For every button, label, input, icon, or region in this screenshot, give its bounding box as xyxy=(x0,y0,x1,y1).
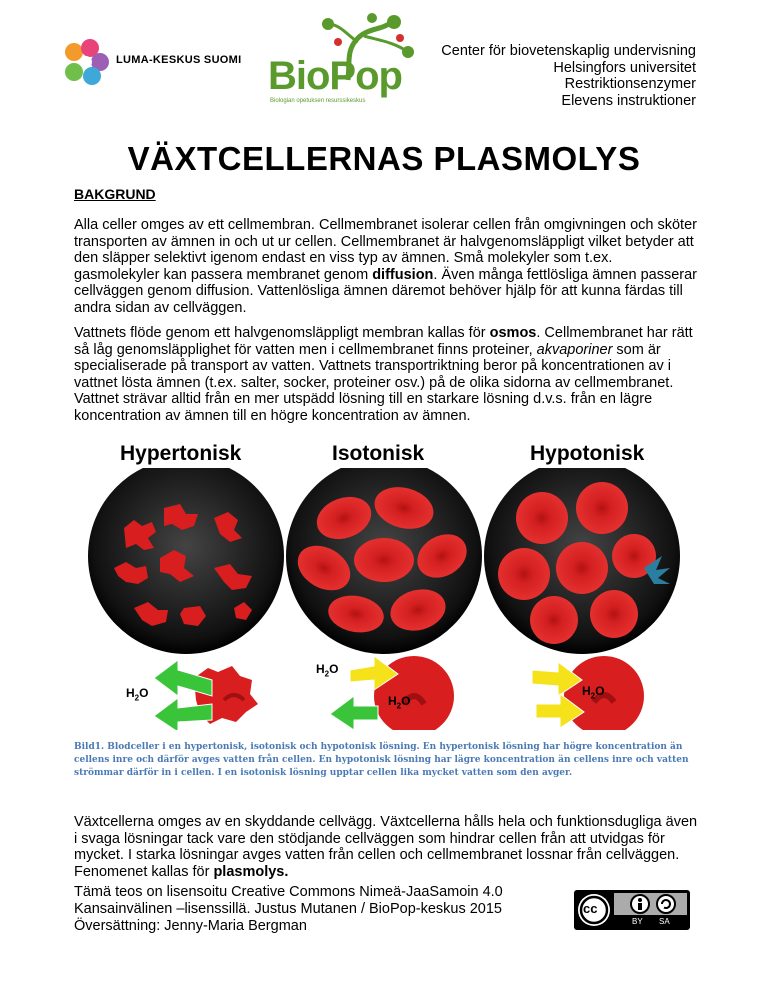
header-info-line: Restriktionsenzymer xyxy=(564,76,696,92)
hypotonic-dish xyxy=(484,468,680,654)
biopop-logo-text: BioPop xyxy=(268,54,402,98)
cc-label: cc xyxy=(583,901,598,916)
header-info-line: Helsingfors universitet xyxy=(553,59,696,76)
sa-label: SA xyxy=(659,917,670,926)
paragraph-1 xyxy=(74,217,698,316)
license-line: Översättning: Jenny-Maria Bergman xyxy=(74,918,307,934)
header-info-line: Elevens instruktioner xyxy=(561,92,696,109)
paragraph-text: Växtcellerna omges av en skyddande cellvägg. Växtcellerna hålls hela och funktionsdugliga även i svaga lösningar tack vare den stödjande cellväggen som hindrar cellen från att utvidgas för mycket. I starka lösningar avges vatten från cellen och cellmembranet lossnar från cellväggen. Fenomenet kallas för xyxy=(74,814,698,880)
license-line: Tämä teos on lisensoitu Creative Commons Nimeä-JaaSamoin 4.0 xyxy=(74,884,503,900)
luma-logo-text: LUMA-KESKUS SUOMI xyxy=(116,54,242,66)
paragraph-text: . Cellmembranet har rätt så låg genomsläpplighet för vatten men i cellmembranet finns proteiner, xyxy=(74,325,693,358)
figure-label-isotonic: Isotonisk xyxy=(332,442,425,465)
paragraph-text: som är specialiserade på transport av vatten. Vattnets transportriktning beror på koncentrationen av i vattnet lösta ämnen (t.ex. salter, socker, proteiner osv.) på de olika sidorna av cellmembranet. Vattnet strävar alltid från en mer utspädd lösning till en starkare lösning d.v.s. från en lägre koncentration av ämnen till en högre koncentration av ämnen. xyxy=(74,341,674,424)
figure-label-hypotonic: Hypotonisk xyxy=(530,442,645,465)
paragraph-bold: plasmolys. xyxy=(213,863,289,880)
biopop-logo xyxy=(268,12,418,102)
paragraph-3 xyxy=(74,814,698,880)
cc-by-sa-badge xyxy=(574,890,690,930)
section-title: BAKGRUND xyxy=(74,186,156,202)
paragraph-italic: akvaporiner xyxy=(536,341,613,358)
paragraph-text: . Även många fettlösliga ämnen passerar cellväggen genom diffusion. Vattenlösliga ämnen däremot behöver hjälp för att kunna färdas till andra sidan av cellväggen. xyxy=(74,266,697,316)
paragraph-text: Alla celler omges av ett cellmembran. Cellmembranet isolerar cellen från omgivningen och sköter transporten av ämnen in och ut ur cellen. Cellmembranet är halvgenomsläppligt vilket betyder att den släpper selektivt igenom endast en viss typ av ämnen. Små molekyler som t.ex. gasmolekyler kan passera membranet genom xyxy=(74,217,697,283)
blood-cell-figure xyxy=(74,440,694,730)
paragraph-bold: diffusion xyxy=(372,266,434,283)
page-title: VÄXTCELLERNAS PLASMOLYS xyxy=(127,140,641,177)
luma-logo xyxy=(60,38,260,88)
by-label: BY xyxy=(632,917,643,926)
isotonic-dish xyxy=(286,468,482,654)
license-line: Kansainvälinen –lisenssillä. Justus Mutanen / BioPop-keskus 2015 xyxy=(74,901,502,917)
hypertonic-example xyxy=(154,660,258,730)
paragraph-bold: osmos xyxy=(489,325,537,341)
hypertonic-dish xyxy=(88,468,284,654)
license-text xyxy=(74,884,574,935)
paragraph-2 xyxy=(74,325,698,424)
figure-label-hypertonic: Hypertonisk xyxy=(120,442,242,465)
isotonic-example xyxy=(330,656,454,730)
biopop-logo-subtitle: Biologian opetuksen resurssikeskus xyxy=(270,98,366,104)
figure-caption: Bild1. Blodceller i en hypertonisk, isotonisk och hypotonisk lösning. En hypertonisk lösning har högre koncentration än cellens inre och därför avges vatten från cellen. En hypotonisk lösning har lägre koncentration än cellens inre och vatten strömmar därför in i cellen. I en isotonisk lösning upptar cellen lika mycket vatten som den avger. xyxy=(74,742,689,778)
header-info-line: Center för biovetenskaplig undervisning xyxy=(441,43,696,59)
paragraph-text: Vattnets flöde genom ett halvgenomsläppligt membran kallas för xyxy=(74,325,490,341)
water-label: $H_2O$ xyxy=(316,662,339,679)
water-label: $H_2O$ xyxy=(388,694,411,711)
water-label: $H_2O$ xyxy=(582,684,605,701)
water-label: $H_2O$ xyxy=(126,686,149,703)
luma-flower-icon xyxy=(60,38,112,88)
header-info xyxy=(441,43,696,109)
